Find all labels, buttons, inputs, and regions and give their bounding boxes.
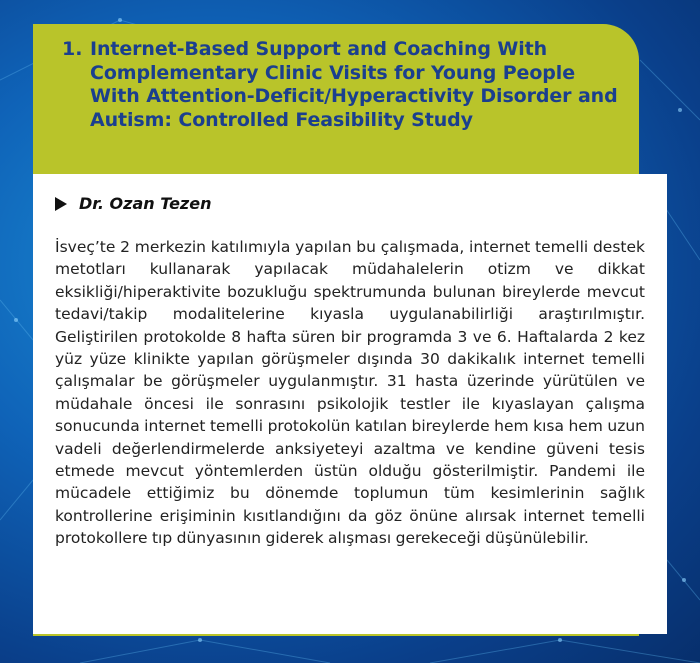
section-number: 1.: [62, 38, 83, 60]
article-body: İsveç’te 2 merkezin katılımıyla yapılan bu çalışmada, internet temelli destek metotları kullanarak yapılacak müdahalelerin otizm ve dikkat eksikliği/hiperaktivite bozukluğu spektrumunda bulunan bireylerde mevcut tedavi/takip modalitelerine kıyasla uygulanabilirliği araştırılmıştır. Geliştirilen protokolde 8 hafta süren bir programda 3 ve 6. Haftalarda 2 kez yüz yüze klinikte yapılan görüşmeler dışında 30 dakikalık internet temelli çalışmalar be görüşmeler uygulanmıştır. 31 hasta üzerinde yürütülen ve müdahale öncesi ile sonrasını psikolojik testler ile kıyaslayan çalışma sonucunda internet temelli protokolün katılan bireylerde hem kısa hem uzun vadeli değerlendirmelerde anksiyeteyi azaltma ve kendine güveni tesis etmede mevcut yöntemlerden üstün olduğu gösterilmiştir. Pandemi ile mücadele ettiğimiz bu dönemde toplumun tüm kesimlerinin sağlık kontrollerine erişiminin kısıtlandığını da göz önüne alırsak internet temelli protokollere tıp dünyasının giderek alışması gerekeceği düşünülebilir.: [55, 238, 645, 548]
section-title-text: Internet-Based Support and Coaching With Complementary Clinic Visits for Young People With Attention-Deficit/Hyperactivity Disorder and Autism: Controlled Feasibility Study: [90, 38, 618, 131]
section-title: [62, 38, 627, 132]
article-card: [33, 174, 667, 634]
author-name: Dr. Ozan Tezen: [79, 194, 212, 213]
author-line: [55, 194, 211, 213]
play-triangle-icon: [55, 197, 67, 211]
